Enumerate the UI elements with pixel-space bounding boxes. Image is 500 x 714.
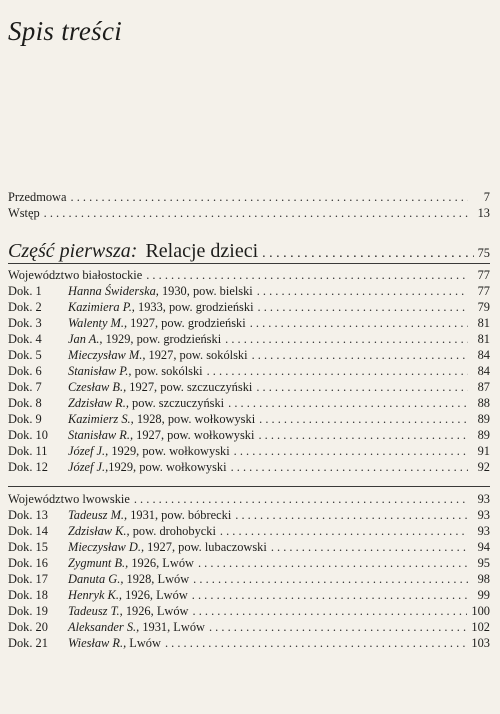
doc-detail: 1927, pow. lubaczowski [144,540,267,554]
toc-entry[interactable] [8,412,490,426]
toc-entry[interactable] [8,316,490,330]
toc-page-number: 92 [477,460,490,474]
leader-dots [259,412,468,426]
leader-dots [228,396,468,410]
leader-dots [225,332,468,346]
doc-author: Kazimiera P., [68,300,135,314]
leader-dots [258,428,468,442]
toc-page-number: 81 [477,316,490,330]
toc-entry-label: Przedmowa [8,190,67,204]
doc-author: Kazimierz S., [68,412,134,426]
toc-entry[interactable] [8,524,490,538]
toc-entry[interactable] [8,444,490,458]
toc-entry[interactable] [8,572,490,586]
toc-page-number: 99 [477,588,490,602]
leader-dots [207,364,468,378]
doc-detail: 1927, pow. grodzieński [127,316,246,330]
doc-number: Dok. 4 [8,332,42,346]
toc-entry[interactable] [8,284,490,298]
doc-detail: 1931, pow. bóbrecki [127,508,232,522]
leader-dots [258,300,468,314]
doc-number: Dok. 8 [8,396,42,410]
toc-entry[interactable] [8,460,490,474]
doc-detail: 1931, Lwów [139,620,205,634]
toc-page-number: 95 [477,556,490,570]
doc-author: Aleksander S., [68,620,140,634]
toc-page-number: 84 [477,348,490,362]
doc-detail: 1929, pow. wołkowyski [108,460,227,474]
leader-dots [262,246,473,262]
doc-detail: 1927, pow. sokólski [145,348,248,362]
doc-author: Czesław B., [68,380,127,394]
toc-entry-introduction[interactable] [8,206,490,220]
doc-number: Dok. 19 [8,604,48,618]
doc-detail: Lwów [126,636,161,650]
doc-number: Dok. 6 [8,364,42,378]
part-number: Część pierwsza: [8,240,138,262]
toc-entry-label: Województwo białostockie [8,268,143,282]
doc-detail: 1928, Lwów [123,572,190,586]
part-title: Relacje dzieci [145,240,259,262]
leader-dots [234,444,468,458]
doc-detail: pow. szczuczyński [128,396,225,410]
doc-number: Dok. 21 [8,636,48,650]
doc-detail: 1930, pow. bielski [158,284,253,298]
toc-entry[interactable] [8,396,490,410]
doc-number: Dok. 14 [8,524,48,538]
section-divider [8,263,490,264]
leader-dots [220,524,468,538]
leader-dots [257,284,468,298]
doc-author: Zdzisław R., [68,396,129,410]
toc-page-number: 84 [477,364,490,378]
doc-author: Stanisław P., [68,364,132,378]
toc-entry[interactable] [8,588,490,602]
leader-dots [134,492,468,506]
doc-number: Dok. 17 [8,572,48,586]
toc-page-number: 102 [471,620,490,634]
doc-author: Mieczysław M., [68,348,146,362]
toc-page-number: 75 [477,246,490,260]
leader-dots [44,206,468,220]
toc-section-heading[interactable] [8,492,490,506]
doc-detail: pow. drohobycki [129,524,216,538]
doc-author: Józef J., [68,444,109,458]
toc-page-number: 81 [477,332,490,346]
toc-page-number: 13 [477,206,490,220]
toc-page-number: 88 [477,396,490,410]
doc-detail: pow. sokólski [131,364,203,378]
leader-dots [231,460,468,474]
doc-author: Hanna Świderska, [68,284,159,298]
toc-page-number: 77 [477,268,490,282]
doc-detail: 1926, Lwów [122,588,188,602]
toc-entry[interactable] [8,332,490,346]
doc-detail: 1929, pow. grodzieński [102,332,222,346]
toc-page-number: 79 [477,300,490,314]
section-divider [8,486,490,487]
doc-number: Dok. 7 [8,380,42,394]
toc-part-heading[interactable] [8,240,490,263]
doc-number: Dok. 15 [8,540,48,554]
doc-number: Dok. 11 [8,444,48,458]
doc-number: Dok. 13 [8,508,48,522]
toc-page-number: 103 [471,636,490,650]
leader-dots [146,268,468,282]
leader-dots [252,348,468,362]
doc-number: Dok. 18 [8,588,48,602]
toc-page-number: 93 [477,524,490,538]
toc-entry[interactable] [8,604,490,618]
doc-author: Józef J., [68,460,109,474]
doc-number: Dok. 20 [8,620,48,634]
toc-page-number: 89 [477,412,490,426]
doc-author: Tadeusz M., [68,508,128,522]
leader-dots [256,380,468,394]
doc-number: Dok. 16 [8,556,48,570]
doc-number: Dok. 9 [8,412,42,426]
doc-detail: 1929, pow. wołkowyski [108,444,230,458]
toc-section-heading[interactable] [8,268,490,282]
leader-dots [71,190,469,204]
toc-entry[interactable] [8,364,490,378]
toc-page-number: 93 [477,492,490,506]
toc-entry-preface[interactable] [8,190,490,204]
doc-number: Dok. 12 [8,460,48,474]
doc-detail: 1933, pow. grodzieński [134,300,254,314]
toc-entry[interactable] [8,540,490,554]
toc-entry[interactable] [8,620,490,634]
doc-number: Dok. 2 [8,300,42,314]
toc-entry-label: Województwo lwowskie [8,492,130,506]
doc-detail: 1928, pow. wołkowyski [133,412,256,426]
toc-entry[interactable] [8,348,490,362]
doc-author: Wiesław R., [68,636,127,650]
toc-entry[interactable] [8,556,490,570]
doc-detail: 1927, pow. wołkowyski [133,428,255,442]
toc-page-number: 94 [477,540,490,554]
leader-dots [192,588,468,602]
doc-number: Dok. 3 [8,316,42,330]
toc-entry-label: Wstęp [8,206,40,220]
toc-page-number: 98 [477,572,490,586]
doc-number: Dok. 10 [8,428,48,442]
toc-entry[interactable] [8,428,490,442]
doc-number: Dok. 1 [8,284,42,298]
leader-dots [193,604,468,618]
leader-dots [165,636,467,650]
leader-dots [209,620,467,634]
doc-author: Tadeusz T., [68,604,123,618]
toc-page-number: 77 [477,284,490,298]
doc-detail: 1926, Lwów [128,556,194,570]
leader-dots [235,508,468,522]
doc-author: Zygmunt B., [68,556,129,570]
leader-dots [198,556,468,570]
toc-entry[interactable] [8,636,490,650]
toc-page-number: 89 [477,428,490,442]
toc-entry[interactable] [8,380,490,394]
doc-author: Danuta G., [68,572,124,586]
toc-page-number: 91 [477,444,490,458]
toc-page-number: 7 [483,190,490,204]
toc-page-number: 87 [477,380,490,394]
leader-dots [250,316,468,330]
doc-author: Walenty M., [68,316,128,330]
doc-author: Jan A., [68,332,103,346]
toc-page-number: 93 [477,508,490,522]
toc-page-number: 100 [471,604,490,618]
doc-author: Mieczysław D., [68,540,145,554]
toc-entry[interactable] [8,508,490,522]
leader-dots [193,572,468,586]
doc-author: Henryk K., [68,588,123,602]
doc-author: Stanisław R., [68,428,134,442]
leader-dots [271,540,468,554]
doc-detail: 1927, pow. szczuczyński [126,380,253,394]
doc-number: Dok. 5 [8,348,42,362]
doc-detail: 1926, Lwów [122,604,189,618]
toc-entry[interactable] [8,300,490,314]
page-title: Spis treści [8,16,123,46]
doc-author: Zdzisław K., [68,524,130,538]
